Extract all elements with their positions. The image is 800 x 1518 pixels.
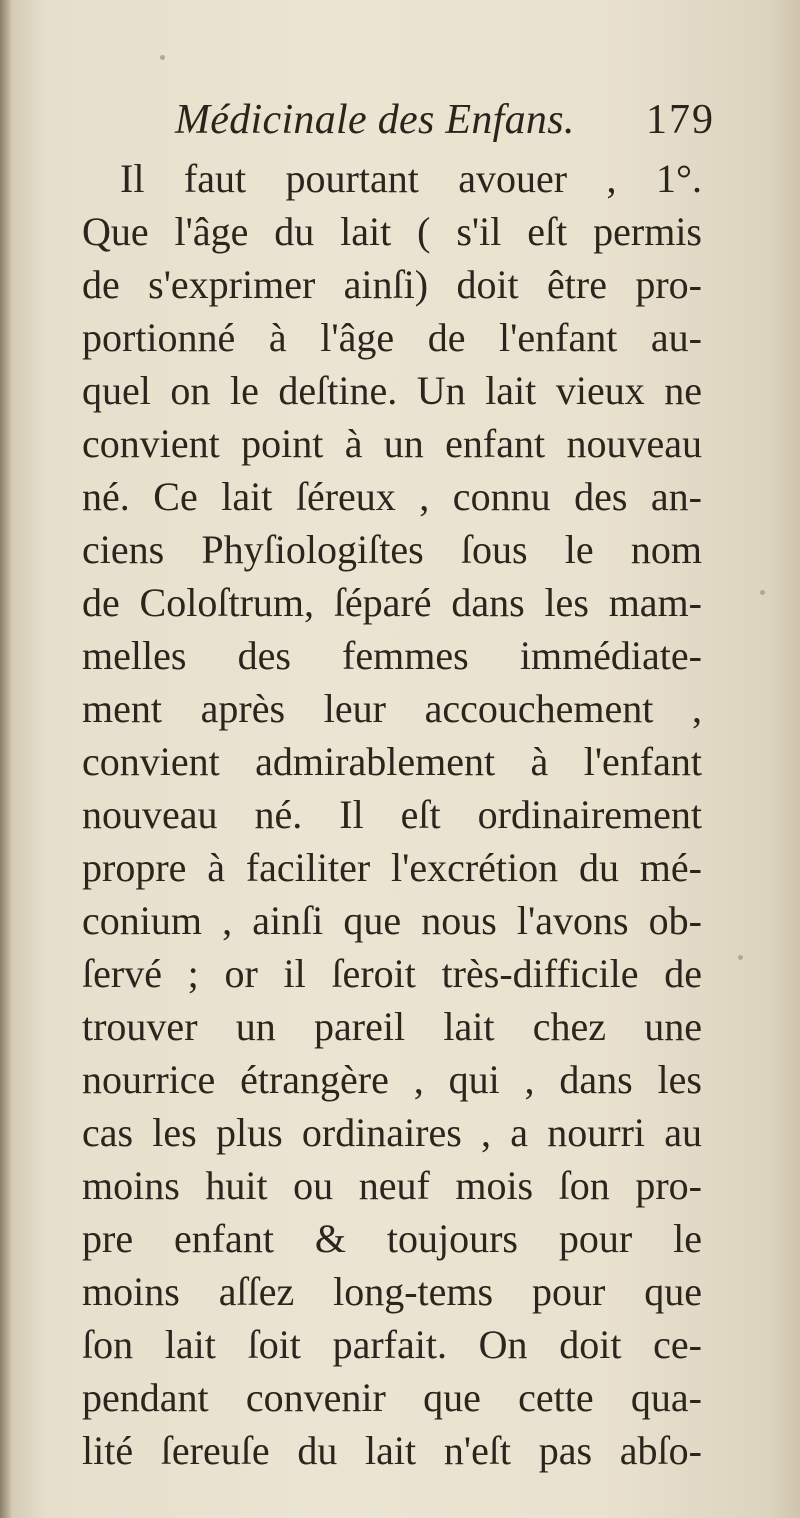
text-line: convient point à un enfant nouveau <box>82 421 702 466</box>
text-line: quel on le deſtine. Un lait vieux ne <box>82 368 702 413</box>
body-text <box>82 152 702 1477</box>
page-number: 179 <box>646 97 715 143</box>
text-line: de s'exprimer ainſi) doit être pro- <box>82 262 702 307</box>
text-line: ciens Phyſiologiſtes ſous le nom <box>82 527 702 572</box>
text-line: propre à faciliter l'excrétion du mé- <box>82 845 702 890</box>
text-line: pre enfant & toujours pour le <box>82 1216 702 1261</box>
running-head: Médicinale des Enfans. <box>175 97 575 143</box>
text-line: nourrice étrangère , qui , dans les <box>82 1057 702 1102</box>
text-line: cas les plus ordinaires , a nourri au <box>82 1110 702 1155</box>
text-line: ſon lait ſoit parfait. On doit ce- <box>82 1322 702 1367</box>
page-binding-edge <box>0 0 12 1518</box>
text-line: portionné à l'âge de l'enfant au- <box>82 315 702 360</box>
text-line: lité ſereuſe du lait n'eſt pas abſo- <box>82 1428 702 1473</box>
text-line: Que l'âge du lait ( s'il eſt permis <box>82 209 702 254</box>
text-line: melles des femmes immédiate- <box>82 633 702 678</box>
text-line: moins huit ou neuf mois ſon pro- <box>82 1163 702 1208</box>
text-line: né. Ce lait ſéreux , connu des an- <box>82 474 702 519</box>
text-line: conium , ainſi que nous l'avons ob- <box>82 898 702 943</box>
text-line: de Coloſtrum, ſéparé dans les mam- <box>82 580 702 625</box>
text-line: moins aſſez long-tems pour que <box>82 1269 702 1314</box>
text-line: pendant convenir que cette qua- <box>82 1375 702 1420</box>
paper-speck <box>760 590 765 595</box>
text-line: nouveau né. Il eſt ordinairement <box>82 792 702 837</box>
text-line: ſervé ; or il ſeroit très-difficile de <box>82 951 702 996</box>
paper-speck <box>738 955 743 960</box>
text-line: trouver un pareil lait chez une <box>82 1004 702 1049</box>
text-line: Il faut pourtant avouer , 1°. <box>120 156 702 201</box>
page-header <box>175 96 715 156</box>
paper-speck <box>160 55 165 60</box>
text-line: convient admirablement à l'enfant <box>82 739 702 784</box>
text-line: ment après leur accouchement , <box>82 686 702 731</box>
